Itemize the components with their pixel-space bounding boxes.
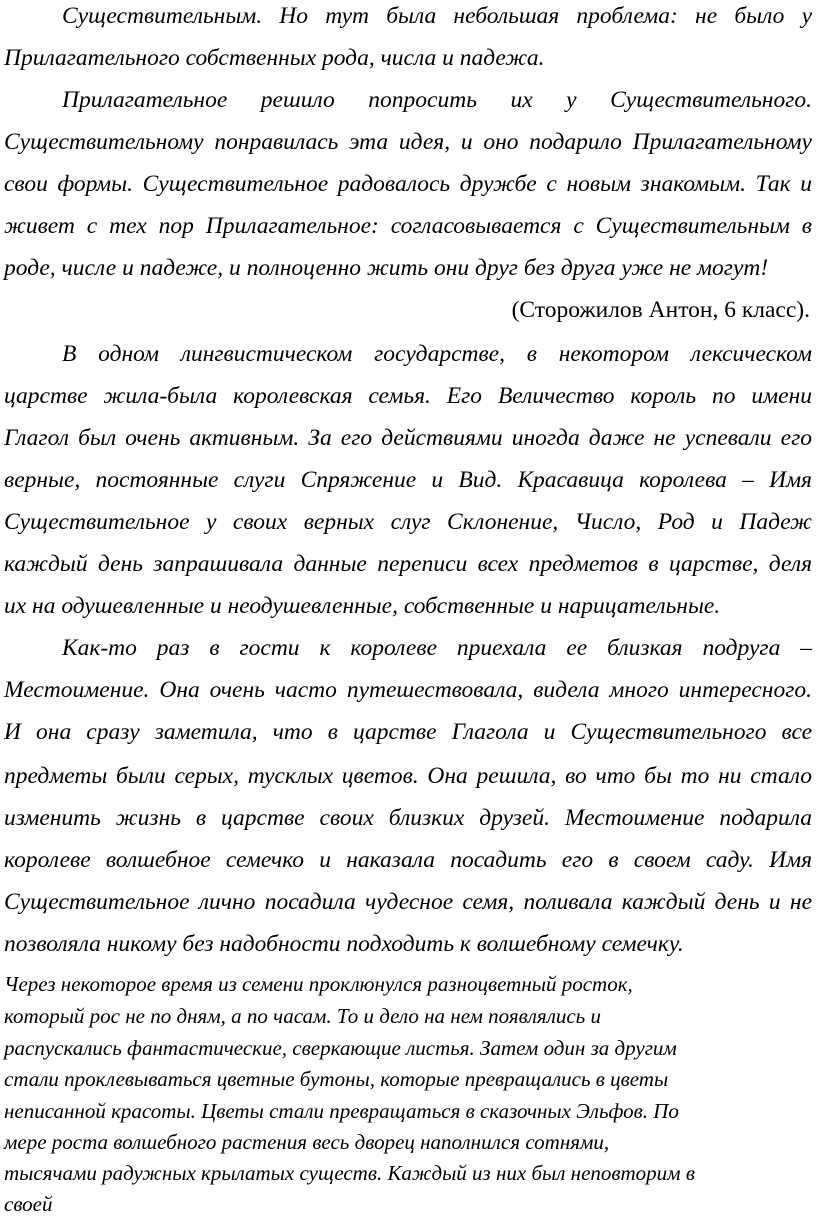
text-line: роде, числе и падеже, и полноценно жить они друг без друга уже не могут! xyxy=(4,255,769,281)
text-line: неписанной красоты. Цветы стали превращаться в сказочных Эльфов. По xyxy=(4,1099,679,1123)
text-line: распускались фантастические, сверкающие листья. Затем один за другим xyxy=(4,1036,677,1060)
text-line: Местоимение. Она очень часто путешествовала, видела много интересного. xyxy=(4,677,812,703)
text-line: их на одушевленные и неодушевленные, собственные и нарицательные. xyxy=(4,593,721,619)
text-line: тысячами радужных крылатых существ. Каждый из них был неповторим в xyxy=(4,1161,695,1185)
text-line: изменить жизнь в царстве своих близких друзей. Местоимение подарила xyxy=(4,805,812,831)
text-line: Глагол был очень активным. За его действиями иногда даже не успевали его xyxy=(4,425,812,451)
text-line: стали проклевываться цветные бутоны, которые превращались в цветы xyxy=(4,1067,669,1091)
text-line: предметы были серых, тусклых цветов. Она решила, во что бы то ни стало xyxy=(4,763,812,789)
text-line: мере роста волшебного растения весь дворец наполнился сотнями, xyxy=(4,1130,610,1154)
text-line: каждый день запрашивала данные переписи всех предметов в царстве, деля xyxy=(4,551,812,577)
text-line: Прилагательного собственных рода, числа и падежа. xyxy=(4,45,545,71)
text-line: королеве волшебное семечко и наказала посадить его в своем саду. Имя xyxy=(4,847,812,873)
text-line: Как-то раз в гости к королеве приехала ее близкая подруга – xyxy=(62,635,812,661)
author-signature: (Сторожилов Антон, 6 класс). xyxy=(511,297,810,323)
text-line: Существительное лично посадила чудесное семя, поливала каждый день и не xyxy=(4,889,812,915)
text-line: живет с тех пор Прилагательное: согласовывается с Существительным в xyxy=(4,213,812,239)
text-line: Существительным. Но тут была небольшая проблема: не было у xyxy=(62,3,812,29)
text-line: Существительному понравилась эта идея, и оно подарило Прилагательному xyxy=(4,129,812,155)
text-line: В одном лингвистическом государстве, в некотором лексическом xyxy=(62,341,812,367)
text-line: верные, постоянные слуги Спряжение и Вид. Красавица королева – Имя xyxy=(4,467,812,493)
text-line: который рос не по дням, а по часам. То и дело на нем появлялись и xyxy=(4,1004,601,1028)
text-line: царстве жила-была королевская семья. Его Величество король по имени xyxy=(4,383,812,409)
text-line: своей xyxy=(4,1192,53,1216)
text-line: свои формы. Существительное радовалось дружбе с новым знакомым. Так и xyxy=(4,171,812,197)
text-line: Прилагательное решило попросить их у Существительного. xyxy=(62,87,812,113)
text-line: позволяла никому без надобности подходить к волшебному семечку. xyxy=(4,931,684,957)
text-line: Существительное у своих верных слуг Склонение, Число, Род и Падеж xyxy=(4,509,812,535)
text-line: Через некоторое время из семени проклюнулся разноцветный росток, xyxy=(4,972,633,996)
text-line: И она сразу заметила, что в царстве Глагола и Существительного все xyxy=(4,719,812,745)
